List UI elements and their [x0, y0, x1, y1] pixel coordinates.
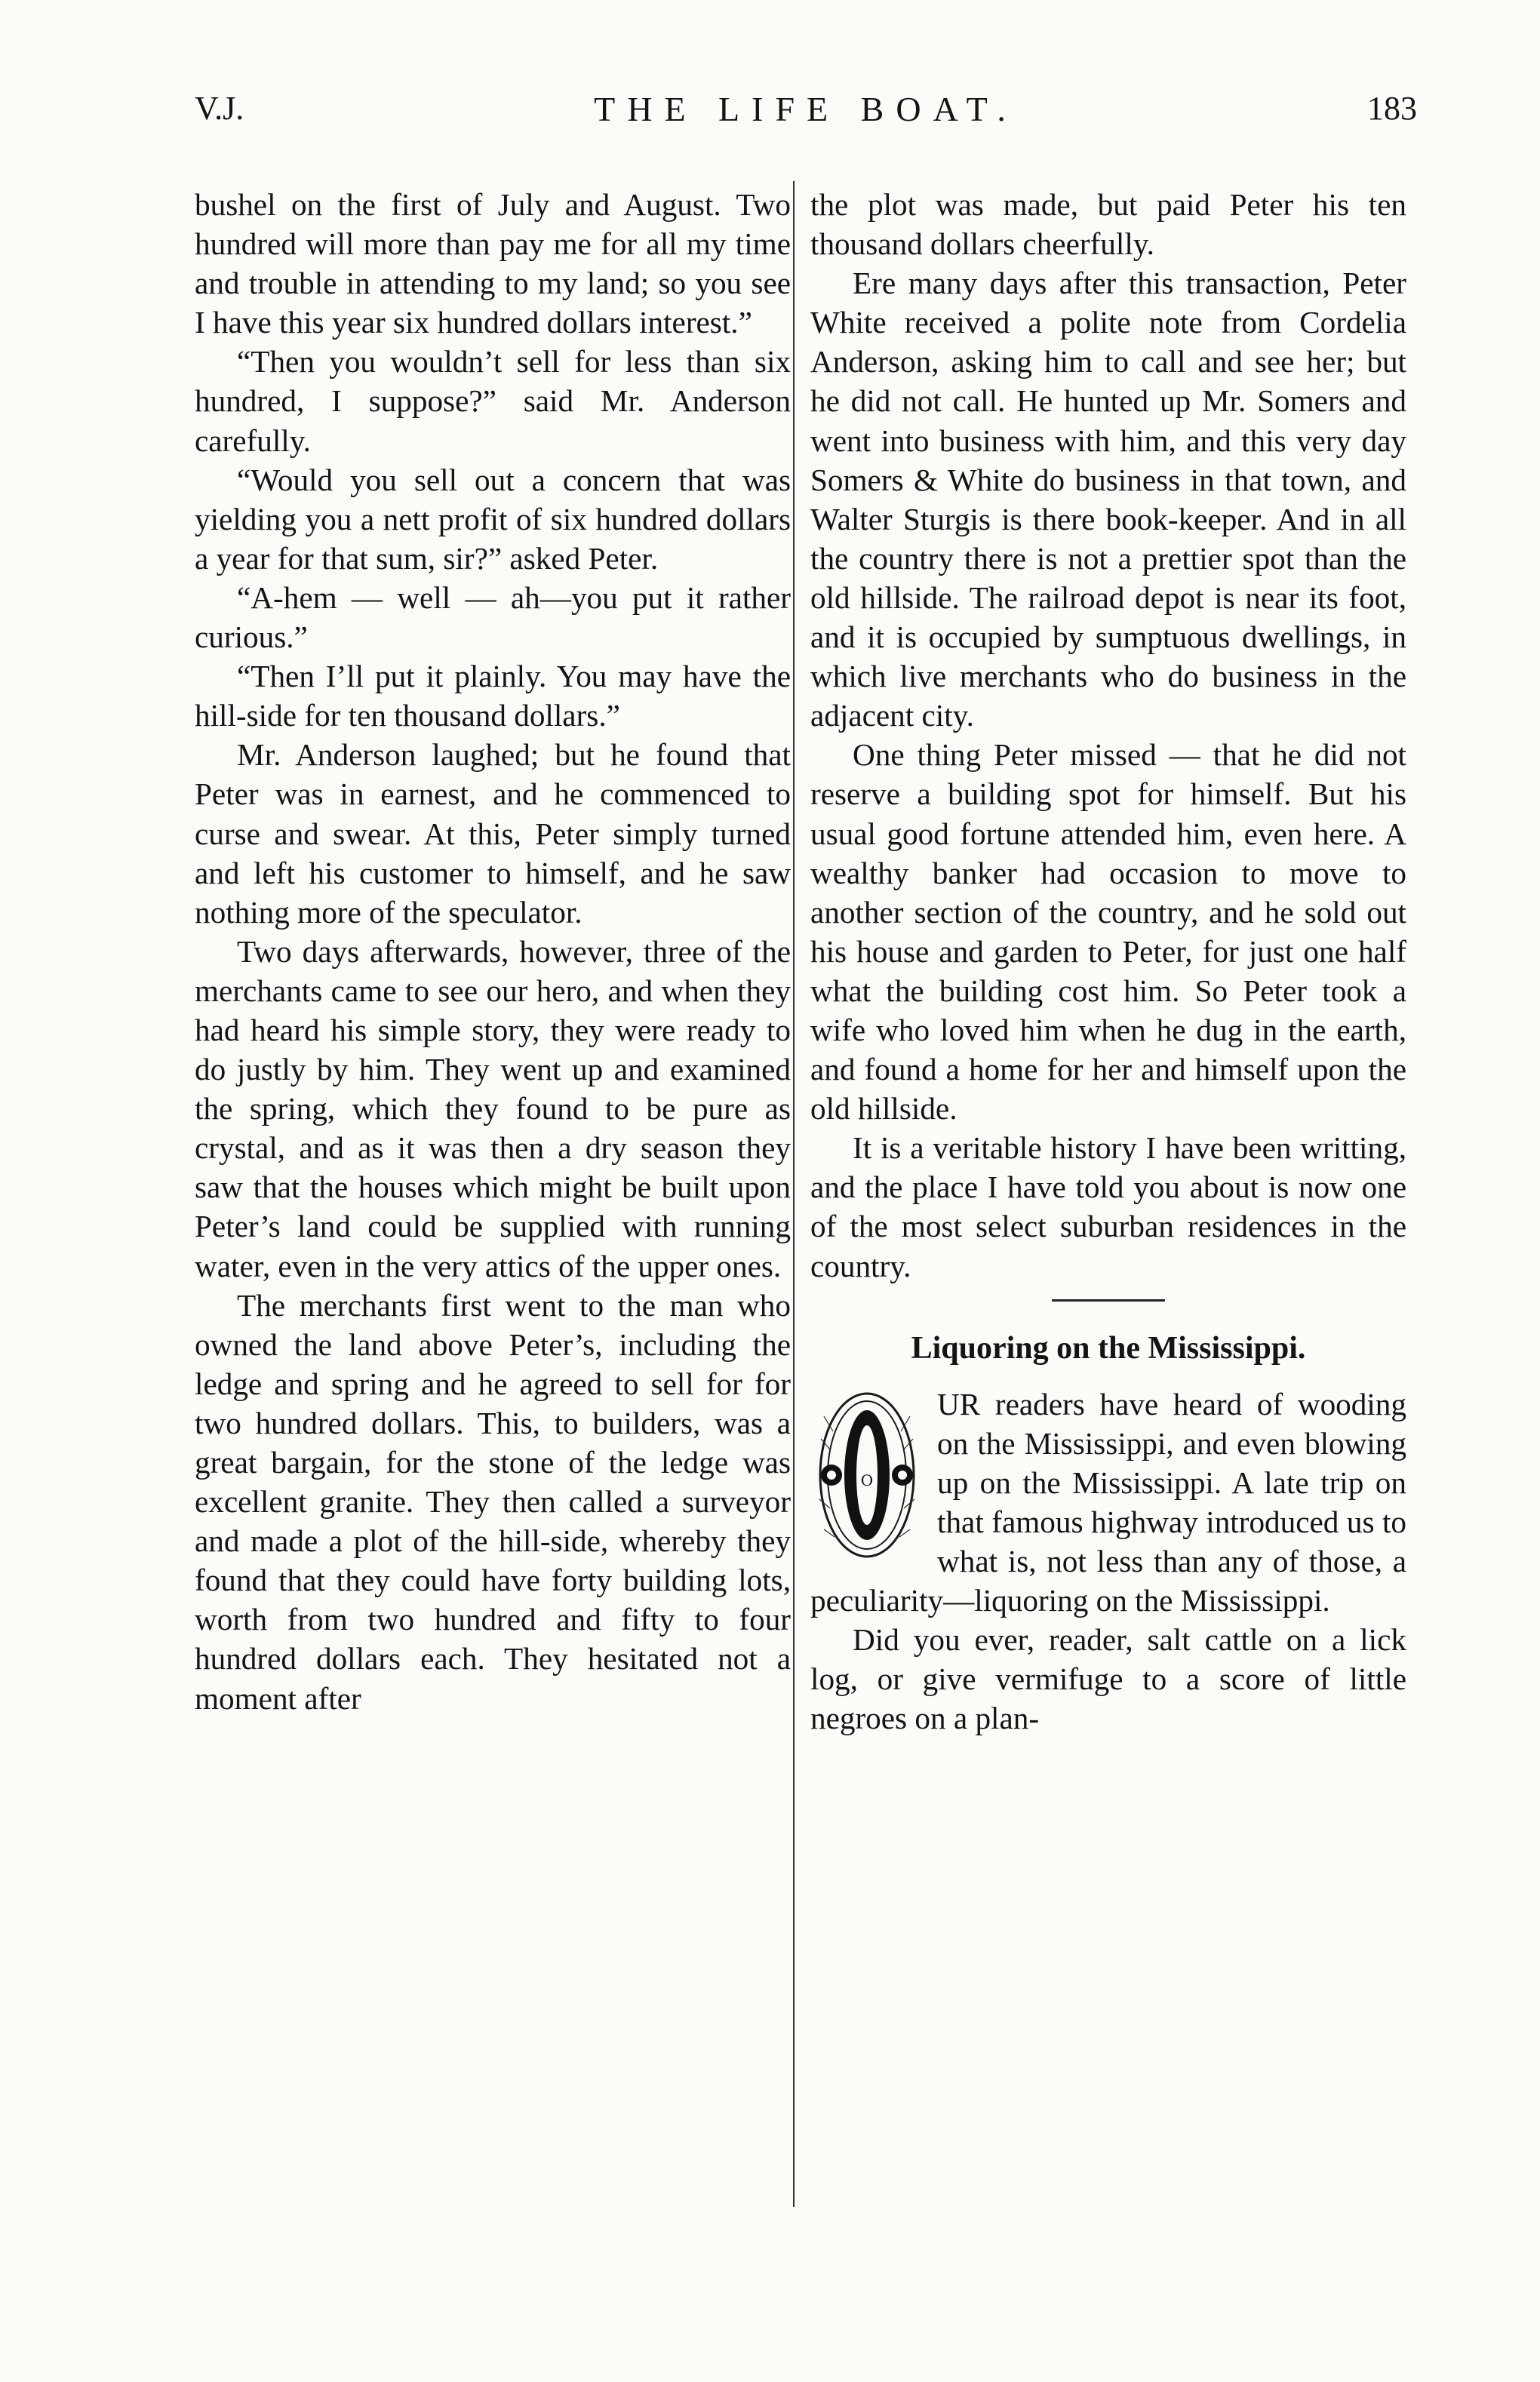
paragraph: bushel on the first of July and August. Two hundred will more than pay me for all my time and trouble in attending to my land; so you see I have this year six hundred dollars interest.”: [195, 187, 791, 340]
right-column: [810, 185, 1406, 1738]
paragraph: One thing Peter missed — that he did not reserve a building spot for himself. But his usual good fortune attended him, even here. A wealthy banker had occasion to move to another section of the country, and he sold out his house and garden to Peter, for just one half what the building cost him. So Peter took a wife who loved him when he dug in the earth, and found a home for her and himself upon the old hillside.: [810, 737, 1406, 1126]
svg-text:O: O: [860, 1471, 874, 1489]
column-rule: [793, 181, 795, 2207]
paragraph: Ere many days after this transaction, Peter White received a polite note from Cordelia Anderson, asking him to call and see her; but he did not call. He hunted up Mr. Somers and went into business with him, and this very day Somers & White do business in that town, and Walter Sturgis is there book-keeper. And in all the country there is not a prettier spot than the old hillside. The railroad depot is near its foot, and it is occupied by sumptuous dwellings, in which live merchants who do business in the adjacent city.: [810, 266, 1406, 733]
section-divider: [1052, 1299, 1165, 1302]
paragraph: Did you ever, reader, salt cattle on a lick log, or give vermifuge to a score of little negroes on a plan-: [810, 1622, 1406, 1736]
paragraph: “Would you sell out a concern that was yielding you a nett profit of six hundred dollars a year for that sum, sir?” asked Peter.: [195, 462, 791, 576]
paragraph: It is a veritable history I have been writting, and the place I have told you about is now one of the most select suburban residences in the country.: [810, 1130, 1406, 1283]
paragraph: “Then you wouldn’t sell for less than six hundred, I suppose?” said Mr. Anderson carefully.: [195, 344, 791, 458]
running-header: [195, 89, 1417, 142]
paragraph: The merchants first went to the man who owned the land above Peter’s, including the ledge and spring and he agreed to sell for for two hundred dollars. This, to builders, was a great bargain, for the stone of the ledge was excellent granite. They then called a surveyor and made a plot of the hill-side, whereby they found that they could have forty building lots, worth from two hundred and fifty to four hundred dollars each. They hesitated not a moment after: [195, 1287, 791, 1716]
journal-title: THE LIFE BOAT.: [594, 90, 1018, 128]
article-title: Liquoring on the Mississippi.: [911, 1330, 1306, 1366]
left-column: [195, 185, 791, 1718]
paragraph: Mr. Anderson laughed; but he found that Peter was in earnest, and he commenced to curse and swear. At this, Peter simply turned and left his customer to himself, and he saw nothing more of the speculator.: [195, 737, 791, 930]
paragraph: the plot was made, but paid Peter his ten thousand dollars cheerfully.: [810, 187, 1406, 262]
paragraph: UR readers have heard of wooding on the Mississippi, and even blowing up on the Mississippi. A late trip on that famous highway introduced us to what is, not less than any of those, a peculiarity—liquoring on the Mississippi.: [810, 1386, 1406, 1618]
paragraph: “A-hem — well — ah—you put it rather curious.”: [195, 579, 791, 655]
ornamental-o-icon: [810, 1386, 924, 1564]
paragraph: “Then I’ll put it plainly. You may have the hill-side for ten thousand dollars.”: [195, 659, 791, 733]
paragraph: Two days afterwards, however, three of the merchants came to see our hero, and when they had heard his simple story, they were ready to do justly by him. They went up and examined the spring, which they found to be pure as crystal, and as it was then a dry season they saw that the houses which might be built upon Peter’s land could be supplied with running water, even in the very attics of the upper ones.: [195, 933, 791, 1283]
volume-marker: V.J.: [195, 90, 244, 127]
page-number: 183: [1367, 90, 1417, 127]
ornamental-initial: [810, 1386, 924, 1564]
